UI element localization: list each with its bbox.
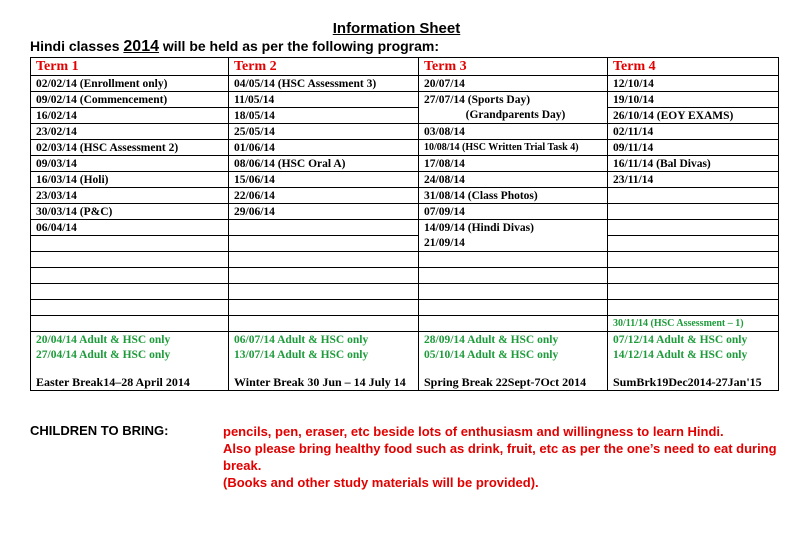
table-cell	[31, 236, 229, 252]
table-cell	[31, 300, 229, 316]
children-to-bring-label: CHILDREN TO BRING:	[30, 423, 169, 438]
term-2-header: Term 2	[229, 58, 419, 76]
table-cell: 02/11/14	[608, 124, 779, 140]
table-cell	[608, 236, 779, 252]
table-cell: 02/03/14 (HSC Assessment 2)	[31, 140, 229, 156]
table-row	[31, 252, 779, 268]
table-cell	[229, 252, 419, 268]
table-cell: 24/08/14	[419, 172, 608, 188]
table-cell: 01/06/14	[229, 140, 419, 156]
table-cell: 20/07/14	[419, 76, 608, 92]
table-cell: 05/10/14 Adult & HSC only	[419, 347, 608, 362]
table-cell: 26/10/14 (EOY EXAMS)	[608, 108, 779, 124]
table-cell: 12/10/14	[608, 76, 779, 92]
table-row	[31, 204, 779, 220]
table-row	[31, 220, 779, 236]
table-cell: 23/11/14	[608, 172, 779, 188]
table-cell: (Grandparents Day)	[419, 108, 608, 124]
table-cell	[608, 284, 779, 300]
table-cell	[229, 236, 419, 252]
table-cell	[608, 204, 779, 220]
table-row	[31, 300, 779, 316]
table-cell: 09/03/14	[31, 156, 229, 172]
table-row	[31, 156, 779, 172]
table-cell: 06/04/14	[31, 220, 229, 236]
adult-row	[31, 347, 779, 362]
table-cell	[31, 284, 229, 300]
table-cell	[31, 316, 229, 332]
page-title: Information Sheet	[332, 20, 461, 37]
table-row	[31, 236, 779, 252]
table-cell: 10/08/14 (HSC Written Trial Task 4)	[419, 140, 608, 156]
table-cell: 07/12/14 Adult & HSC only	[608, 332, 779, 348]
table-cell	[229, 220, 419, 236]
table-cell: 08/06/14 (HSC Oral A)	[229, 156, 419, 172]
table-cell: 17/08/14	[419, 156, 608, 172]
term-header-row	[31, 58, 779, 76]
children-to-bring-text	[223, 423, 783, 491]
table-cell: 06/07/14 Adult & HSC only	[229, 332, 419, 348]
table-cell	[31, 268, 229, 284]
table-cell	[31, 252, 229, 268]
table-cell: 31/08/14 (Class Photos)	[419, 188, 608, 204]
table-cell: 11/05/14	[229, 92, 419, 108]
schedule-table	[30, 57, 779, 391]
adult-row	[31, 332, 779, 348]
table-cell: 21/09/14	[419, 236, 608, 252]
table-cell	[229, 268, 419, 284]
table-cell	[608, 188, 779, 204]
table-row	[31, 108, 779, 124]
table-cell: 07/09/14	[419, 204, 608, 220]
table-cell: 28/09/14 Adult & HSC only	[419, 332, 608, 348]
bring-line: Also please bring healthy food such as drink, fruit, etc as per the one’s need to eat during break.	[223, 441, 777, 473]
table-cell: 23/03/14	[31, 188, 229, 204]
table-cell: 15/06/14	[229, 172, 419, 188]
term-3-header: Term 3	[419, 58, 608, 76]
term-1-header: Term 1	[31, 58, 229, 76]
table-cell: 09/02/14 (Commencement)	[31, 92, 229, 108]
table-cell: 16/02/14	[31, 108, 229, 124]
table-cell	[419, 252, 608, 268]
term-4-header: Term 4	[608, 58, 779, 76]
table-cell	[419, 300, 608, 316]
break-cell: Spring Break 22Sept-7Oct 2014	[419, 362, 608, 391]
table-cell	[229, 300, 419, 316]
break-cell: Winter Break 30 Jun – 14 July 14	[229, 362, 419, 391]
table-cell: 22/06/14	[229, 188, 419, 204]
table-cell: 27/04/14 Adult & HSC only	[31, 347, 229, 362]
table-cell: 25/05/14	[229, 124, 419, 140]
table-cell: 16/03/14 (Holi)	[31, 172, 229, 188]
table-row	[31, 268, 779, 284]
table-cell	[608, 252, 779, 268]
table-row	[31, 92, 779, 108]
table-row	[31, 284, 779, 300]
table-cell: 29/06/14	[229, 204, 419, 220]
intro-line: Hindi classes 2014 will be held as per the following program:	[30, 38, 440, 55]
table-row	[31, 188, 779, 204]
bring-line: pencils, pen, eraser, etc beside lots of enthusiasm and willingness to learn Hindi.	[223, 424, 724, 439]
table-cell: 27/07/14 (Sports Day)	[419, 92, 608, 108]
table-cell: 14/09/14 (Hindi Divas)	[419, 220, 608, 236]
table-cell: 16/11/14 (Bal Divas)	[608, 156, 779, 172]
table-cell: 03/08/14	[419, 124, 608, 140]
table-cell	[419, 316, 608, 332]
table-row	[31, 140, 779, 156]
table-cell: 30/03/14 (P&C)	[31, 204, 229, 220]
table-cell	[608, 268, 779, 284]
table-cell: 13/07/14 Adult & HSC only	[229, 347, 419, 362]
table-cell	[608, 300, 779, 316]
table-cell	[229, 284, 419, 300]
table-cell: 09/11/14	[608, 140, 779, 156]
table-row	[31, 76, 779, 92]
breaks-row	[31, 362, 779, 391]
table-cell: 19/10/14	[608, 92, 779, 108]
table-cell: 30/11/14 (HSC Assessment – 1)	[608, 316, 779, 332]
table-row	[31, 172, 779, 188]
table-row	[31, 124, 779, 140]
table-cell: 14/12/14 Adult & HSC only	[608, 347, 779, 362]
break-cell: SumBrk19Dec2014-27Jan'15	[608, 362, 779, 391]
table-cell: 23/02/14	[31, 124, 229, 140]
table-cell: 20/04/14 Adult & HSC only	[31, 332, 229, 348]
table-cell: 18/05/14	[229, 108, 419, 124]
break-cell: Easter Break14–28 April 2014	[31, 362, 229, 391]
table-cell: 02/02/14 (Enrollment only)	[31, 76, 229, 92]
table-cell: 04/05/14 (HSC Assessment 3)	[229, 76, 419, 92]
table-cell	[229, 316, 419, 332]
table-cell	[608, 220, 779, 236]
table-cell	[419, 284, 608, 300]
table-cell	[419, 268, 608, 284]
bring-line: (Books and other study materials will be provided).	[223, 475, 539, 490]
table-row	[31, 316, 779, 332]
